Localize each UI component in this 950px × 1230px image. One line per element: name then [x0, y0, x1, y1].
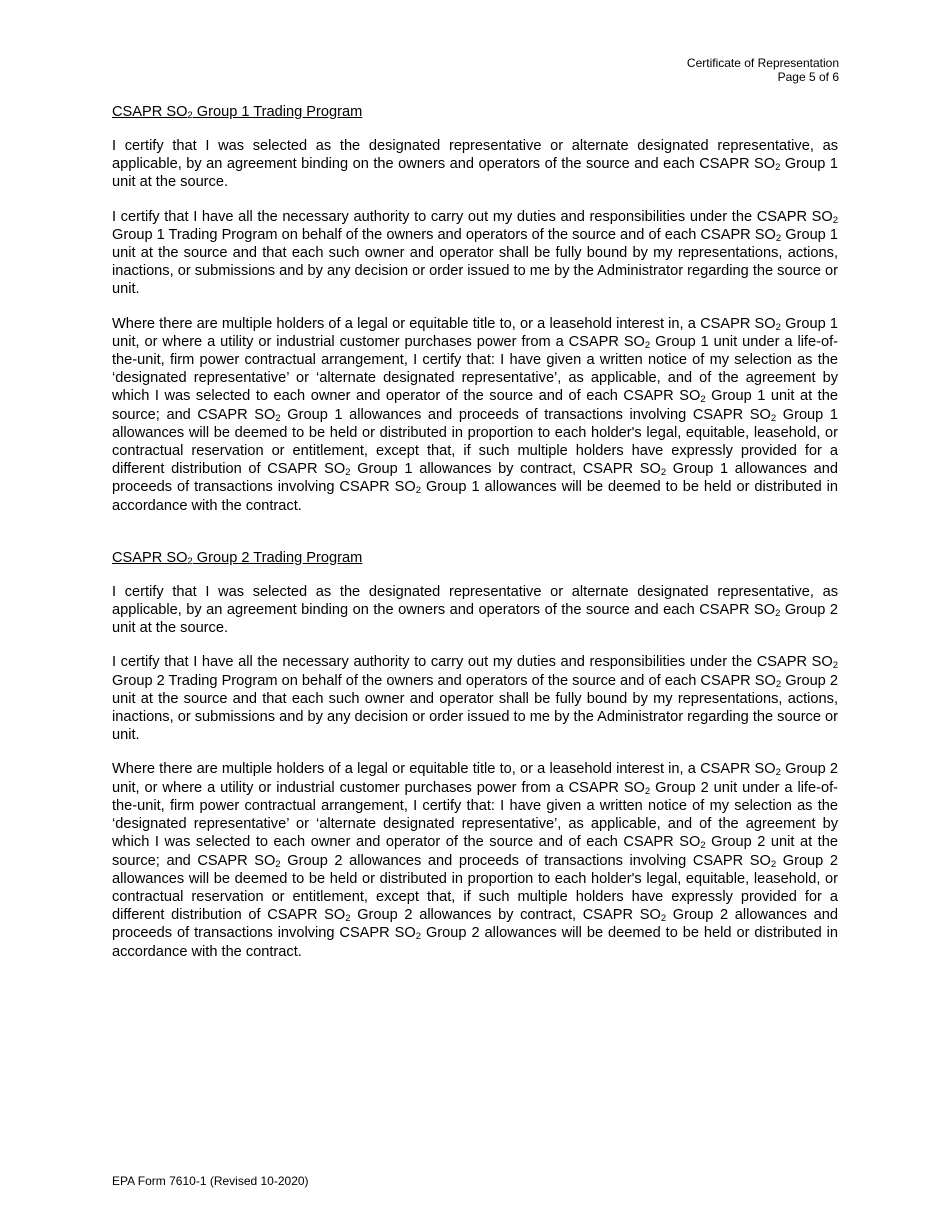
paragraph: I certify that I have all the necessary authority to carry out my duties and responsibilities under the CSAPR $SO_2$ Group 2 Trading Program on behalf of the owners and operators of the source and of each CSAPR $SO_2$ Group 2 unit at the source and that each such owner and operator shall be fully bound by my representations, actions, inactions, or submissions and by any decision or order issued to me by the Administrator regarding the source or unit.	[112, 654, 839, 744]
section-group-2	[112, 549, 838, 961]
page-number: Page 5 of 6	[777, 70, 839, 84]
form-number: EPA Form 7610-1 (Revised 10-2020)	[112, 1174, 309, 1188]
paragraph: I certify that I was selected as the designated representative or alternate designated representative, as applicable, by an agreement binding on the owners and operators of the source and each CSAPR $SO_2$ Group 2 unit at the source.	[112, 583, 838, 637]
section-title: CSAPR $SO_2$ Group 1 Trading Program	[112, 104, 363, 121]
document-body	[112, 103, 838, 995]
page-header	[687, 56, 839, 84]
paragraph: I certify that I was selected as the designated representative or alternate designated representative, as applicable, by an agreement binding on the owners and operators of the source and each CSAPR $SO_2$ Group 1 unit at the source.	[112, 138, 838, 191]
paragraph: Where there are multiple holders of a legal or equitable title to, or a leasehold interest in, a CSAPR $SO_2$ Group 2 unit, or where a utility or industrial customer purchases power from a CSAPR $SO_2$ Group 2 unit under a life-of-the-unit, firm power contractual arrangement, I certify that: I have given a written notice of my selection as the ‘designated representative’ or ‘alternate designated representative’, as applicable, and of the agreement by which I was selected to each owner and operator of the source and of each CSAPR $SO_2$ Group 2 unit at the source; and CSAPR $SO_2$ Group 2 allowances and proceeds of transactions involving CSAPR $SO_2$ Group 2 allowances will be deemed to be held or distributed in proportion to each holder's legal, equitable, leasehold, or contractual reservation or entitlement, except that, if such multiple holders have expressly provided for a different distribution of CSAPR $SO_2$ Group 2 allowances by contract, CSAPR $SO_2$ Group 2 allowances and proceeds of transactions involving CSAPR $SO_2$ Group 2 allowances will be deemed to be held or distributed in accordance with the contract.	[112, 761, 838, 960]
section-title: CSAPR $SO_2$ Group 2 Trading Program	[112, 549, 363, 567]
document-title: Certificate of Representation	[686, 56, 839, 70]
paragraph: Where there are multiple holders of a legal or equitable title to, or a leasehold interest in, a CSAPR $SO_2$ Group 1 unit, or where a utility or industrial customer purchases power from a CSAPR $SO_2$ Group 1 unit under a life-of-the-unit, firm power contractual arrangement, I certify that: I have given a written notice of my selection as the ‘designated representative’ or ‘alternate designated representative’, as applicable, and of the agreement by which I was selected to each owner and operator of the source and of each CSAPR $SO_2$ Group 1 unit at the source; and CSAPR $SO_2$ Group 1 allowances and proceeds of transactions involving CSAPR $SO_2$ Group 1 allowances will be deemed to be held or distributed in proportion to each holder's legal, equitable, leasehold, or contractual reservation or entitlement, except that, if such multiple holders have expressly provided for a different distribution of CSAPR $SO_2$ Group 1 allowances by contract, CSAPR $SO_2$ Group 1 allowances and proceeds of transactions involving CSAPR $SO_2$ Group 1 allowances will be deemed to be held or distributed in accordance with the contract.	[112, 315, 838, 514]
paragraph: I certify that I have all the necessary authority to carry out my duties and responsibilities under the CSAPR $SO_2$ Group 1 Trading Program on behalf of the owners and operators of the source and of each CSAPR $SO_2$ Group 1 unit at the source and that each such owner and operator shall be fully bound by my representations, actions, inactions, or submissions and by any decision or order issued to me by the Administrator regarding the source or unit.	[112, 208, 839, 298]
section-group-1	[112, 103, 838, 515]
